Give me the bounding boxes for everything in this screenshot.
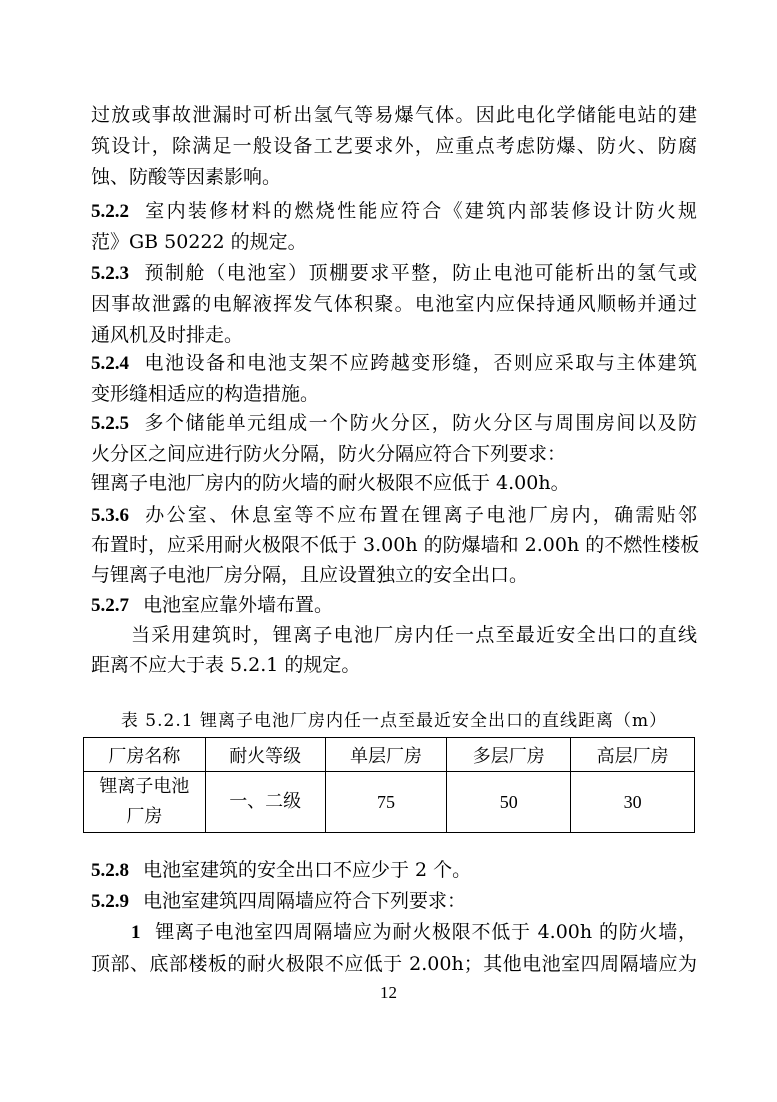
table-caption: 表 5.2.1 锂离子电池厂房内任一点至最近安全出口的直线距离（m） <box>120 711 668 731</box>
clause-number: 5.2.2 <box>91 201 129 222</box>
text-line: 因事故泄露的电解液挥发气体积聚。电池室内应保持通风顺畅并通过 <box>91 293 697 315</box>
page-number: 12 <box>380 983 397 1002</box>
table-cell-single: 75 <box>325 772 447 833</box>
clause-number: 5.2.9 <box>91 891 129 912</box>
table-header-cell: 单层厂房 <box>325 738 447 772</box>
clause-number: 5.2.5 <box>91 413 129 434</box>
distance-table <box>83 737 695 833</box>
clause-number: 5.2.8 <box>91 860 129 881</box>
clause-text: 电池室建筑的安全出口不应少于 2 个。 <box>143 859 472 881</box>
clause-number: 5.2.4 <box>91 353 129 374</box>
text-line: 蚀、防酸等因素影响。 <box>91 166 282 188</box>
table-cell-high: 30 <box>571 772 695 833</box>
clause-text: 电池设备和电池支架不应跨越变形缝，否则应采取与主体建筑 <box>143 352 697 374</box>
clause-text: 电池室应靠外墙布置。 <box>143 594 334 616</box>
text-line: 通风机及时排走。 <box>91 324 244 346</box>
text-line: 筑设计，除满足一般设备工艺要求外，应重点考虑防爆、防火、防腐 <box>91 135 697 157</box>
clause-text: 室内装修材料的燃烧性能应符合《建筑内部装修设计防火规 <box>143 200 697 222</box>
clause-text: 办公室、休息室等不应布置在锂离子电池厂房内，确需贴邻 <box>143 504 697 526</box>
text-line: 变形缝相适应的构造措施。 <box>91 383 320 405</box>
clause-text: 多个储能单元组成一个防火分区，防火分区与周围房间以及防 <box>143 412 697 434</box>
clause-5-2-5 <box>91 408 697 439</box>
table-header-row <box>84 738 695 772</box>
text-line: 当采用建筑时，锂离子电池厂房内任一点至最近安全出口的直线 <box>131 624 697 646</box>
text-line: 顶部、底部楼板的耐火极限不应低于 2.00h；其他电池室四周隔墙应为 <box>91 953 697 975</box>
text-line: 布置时，应采用耐火极限不低于 3.00h 的防爆墙和 2.00h 的不燃性楼板 <box>91 534 700 556</box>
table-header-cell: 耐火等级 <box>205 738 325 772</box>
clause-number: 5.2.7 <box>91 595 129 616</box>
text-line: 与锂离子电池厂房分隔，且应设置独立的安全出口。 <box>91 564 529 586</box>
table-header-cell: 多层厂房 <box>447 738 571 772</box>
clause-5-2-8 <box>91 855 697 886</box>
text-line: 范》GB 50222 的规定。 <box>91 231 307 253</box>
table-cell-grade: 一、二级 <box>205 772 325 833</box>
table-cell-multi: 50 <box>447 772 571 833</box>
clause-5-2-4 <box>91 348 697 379</box>
table-header-cell: 厂房名称 <box>84 738 206 772</box>
table-row <box>84 772 695 833</box>
clause-5-2-9 <box>91 886 697 917</box>
clause-5-2-2 <box>91 196 697 227</box>
clause-5-3-6 <box>91 500 697 531</box>
name-line: 厂房 <box>126 806 163 827</box>
text-line: 过放或事故泄漏时可析出氢气等易爆气体。因此电化学储能电站的建 <box>91 104 697 126</box>
text-line: 火分区之间应进行防火分隔，防火分隔应符合下列要求： <box>91 443 567 465</box>
clause-5-2-7 <box>91 590 697 621</box>
clause-5-2-3 <box>91 258 697 289</box>
list-item-1 <box>91 917 697 948</box>
table-header-cell: 高层厂房 <box>571 738 695 772</box>
item-number: 1 <box>131 922 141 943</box>
item-text: 锂离子电池室四周隔墙应为耐火极限不低于 4.00h 的防火墙， <box>154 921 697 943</box>
text-line: 距离不应大于表 5.2.1 的规定。 <box>91 654 361 676</box>
table-cell-name <box>84 772 206 833</box>
text-line: 锂离子电池厂房内的防火墙的耐火极限不应低于 4.00h。 <box>91 472 570 494</box>
name-line: 锂离子电池 <box>99 776 190 797</box>
clause-number: 5.3.6 <box>91 505 129 526</box>
clause-text: 预制舱（电池室）顶棚要求平整，防止电池可能析出的氢气或 <box>143 262 697 284</box>
clause-number: 5.2.3 <box>91 263 129 284</box>
clause-text: 电池室建筑四周隔墙应符合下列要求： <box>143 890 467 912</box>
